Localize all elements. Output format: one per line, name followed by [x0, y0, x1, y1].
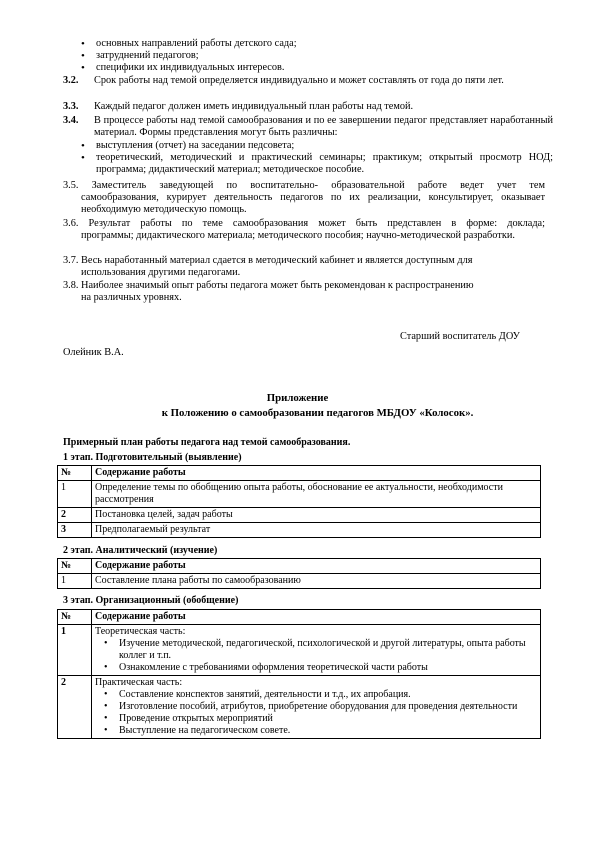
- row-number: 2: [58, 676, 92, 739]
- row-number: 2: [58, 508, 92, 523]
- theory-list: [95, 638, 537, 674]
- table-header-row: [58, 466, 541, 481]
- stage-1-table: [57, 465, 541, 538]
- row-text: Постановка целей, задач работы: [92, 508, 541, 523]
- table-row: [58, 523, 541, 538]
- clause-3-8: [63, 280, 545, 304]
- clause-number: 3.3.: [63, 101, 79, 112]
- column-header-content: Содержание работы: [92, 466, 541, 481]
- clause-text: 3.6. Результат работы по теме самообразования может быть представлен в форме: доклада;: [63, 218, 545, 229]
- row-number: 1: [58, 574, 92, 589]
- table-header-row: [58, 610, 541, 625]
- stage-2-table: [57, 558, 541, 589]
- clause-3-4: [63, 115, 553, 139]
- clause-text: Каждый педагог должен иметь индивидуальный план работы над темой.: [94, 101, 414, 112]
- clause-3-6: [63, 218, 545, 242]
- clause-3-7: [63, 255, 545, 279]
- clause-text: Срок работы над темой определяется индивидуально и может составлять от года до пяти лет.: [94, 75, 504, 86]
- list-item: • Составление конспектов занятий, деятельности и т.д., их апробация.: [95, 689, 537, 701]
- table-row: [58, 625, 541, 676]
- row-text: Предполагаемый результат: [92, 523, 541, 538]
- clause-3-3: [63, 101, 553, 113]
- table-row: [58, 481, 541, 508]
- clause-text: 3.8. Наиболее значимый опыт работы педагога может быть рекомендован к распространению: [63, 280, 474, 291]
- row-content: [92, 625, 541, 676]
- signature-position: Старший воспитатель ДОУ: [400, 331, 520, 342]
- row-number: 3: [58, 523, 92, 538]
- list-item: • Ознакомление с требованиями оформления теоретической части работы: [95, 662, 537, 674]
- clause-text: 3.7. Весь наработанный материал сдается в методический кабинет и является доступным для: [63, 255, 473, 266]
- directions-list: [80, 38, 550, 75]
- clause-text: самообразования, курирует деятельность педагогов по их реализации, консультирует, оказывает необходимую методическую помощь.: [81, 192, 545, 216]
- list-item: • Выступление на педагогическом совете.: [95, 725, 537, 737]
- column-header-number: №: [58, 466, 92, 481]
- stage-1-title: 1 этап. Подготовительный (выявление): [63, 452, 242, 463]
- list-item: • выступления (отчет) на заседании педсовета;: [80, 140, 553, 152]
- signature-name: Олейник В.А.: [63, 347, 124, 358]
- list-item: • теоретический, методический и практический семинары; практикум; открытый просмотр НОД; программа; дидактический материал; методическое пособие.: [80, 152, 553, 176]
- list-item: • Проведение открытых мероприятий: [95, 713, 537, 725]
- clause-text: программы; дидактического материала; методического пособия; научно-методической разработки.: [81, 230, 515, 242]
- column-header-number: №: [58, 610, 92, 625]
- list-item: • затруднений педагогов;: [80, 50, 550, 62]
- appendix-subtitle: к Положению о самообразовании педагогов МБДОУ «Колосок».: [161, 407, 474, 419]
- row-text: Составление плана работы по самообразованию: [92, 574, 541, 589]
- column-header-number: №: [58, 559, 92, 574]
- table-row: [58, 574, 541, 589]
- practice-list: [95, 689, 537, 737]
- list-item: • специфики их индивидуальных интересов.: [80, 62, 550, 74]
- clause-3-2: [63, 75, 553, 87]
- list-item: • основных направлений работы детского сада;: [80, 38, 550, 50]
- clause-text: использования другими педагогами.: [81, 267, 241, 279]
- stage-2-title: 2 этап. Аналитический (изучение): [63, 545, 218, 556]
- appendix-title: Приложение: [266, 392, 329, 404]
- clause-text: 3.5. Заместитель заведующей по воспитательно- образовательной работе ведет учет тем: [63, 180, 545, 191]
- clause-3-5: [63, 180, 545, 217]
- table-row: [58, 508, 541, 523]
- plan-title: Примерный план работы педагога над темой самообразования.: [63, 437, 351, 448]
- clause-text: на различных уровнях.: [81, 292, 182, 304]
- stage-3-table: [57, 609, 541, 739]
- table-header-row: [58, 559, 541, 574]
- row-text: Определение темы по обобщению опыта работы, обоснование ее актуальности, необходимости рассмотрения: [92, 481, 541, 508]
- row-content: [92, 676, 541, 739]
- clause-text: В процессе работы над темой самообразования и по ее завершении педагог представляет наработанный материал. Формы представления могут быть различны:: [94, 115, 553, 139]
- column-header-content: Содержание работы: [92, 610, 541, 625]
- section-heading: Практическая часть:: [95, 677, 183, 688]
- row-number: 1: [58, 625, 92, 676]
- list-item: • Изготовление пособий, атрибутов, приобретение оборудования для проведения деятельности: [95, 701, 537, 713]
- stage-3-title: 3 этап. Организационный (обобщение): [63, 595, 239, 606]
- table-row: [58, 676, 541, 739]
- section-heading: Теоретическая часть:: [95, 626, 186, 637]
- forms-list: [80, 140, 553, 177]
- clause-number: 3.2.: [63, 75, 79, 86]
- row-number: 1: [58, 481, 92, 508]
- list-item: • Изучение методической, педагогической, психологической и другой литературы, опыта работы коллег и т.п.: [95, 638, 537, 662]
- clause-number: 3.4.: [63, 115, 79, 126]
- column-header-content: Содержание работы: [92, 559, 541, 574]
